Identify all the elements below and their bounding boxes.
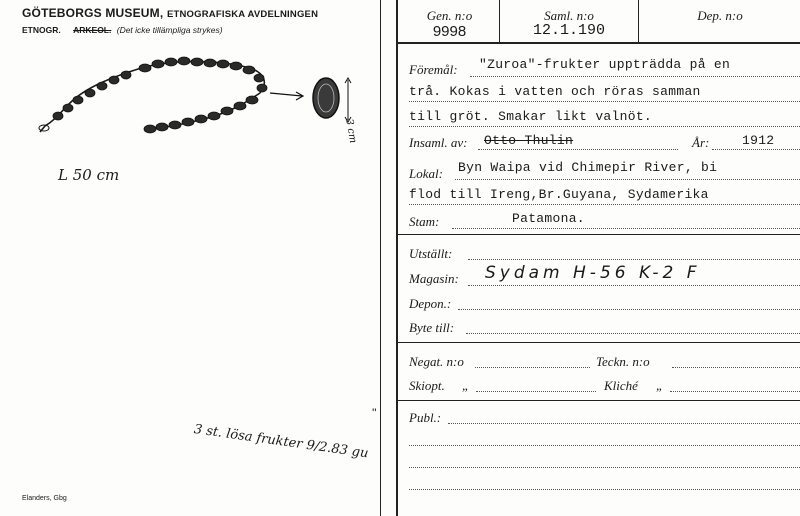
skiopt-ditto: „ bbox=[462, 378, 470, 393]
saml-value: 12.1.190 bbox=[532, 22, 605, 39]
foremal-dots-1 bbox=[470, 76, 800, 77]
kliche-ditto: „ bbox=[656, 378, 664, 393]
category-line bbox=[22, 25, 223, 35]
teckn-dots bbox=[672, 367, 800, 368]
strike-note: (Det icke tillämpliga strykes) bbox=[116, 25, 223, 35]
dep-label: Dep. n:o bbox=[697, 8, 743, 23]
ar-label: År: bbox=[692, 135, 710, 150]
loose-fruit-note: 3 st. lösa frukter 9/2.83 gu bbox=[192, 422, 370, 462]
insaml-label: Insaml. av: bbox=[409, 135, 468, 150]
header-bottom-line bbox=[397, 42, 800, 44]
stam-value: Patamona. bbox=[512, 211, 585, 226]
kliche-dots bbox=[670, 391, 800, 392]
ar-dots bbox=[712, 149, 800, 150]
foremal-line-1: "Zuroa"-frukter uppträdda på en bbox=[479, 57, 731, 72]
publ-dots-4 bbox=[409, 489, 800, 490]
negat-dots bbox=[475, 367, 590, 368]
foremal-dots-3 bbox=[409, 126, 800, 127]
lokal-dots-1 bbox=[455, 179, 800, 180]
lokal-dots-2 bbox=[409, 204, 800, 205]
insaml-value: Otto Thulin bbox=[484, 133, 574, 148]
publ-dots-1 bbox=[448, 423, 800, 424]
magasin-value: Sydam H-56 K-2 F bbox=[485, 263, 701, 283]
card-left-border bbox=[396, 0, 398, 516]
string-length-label: L 50 cm bbox=[58, 166, 120, 184]
utstallt-label: Utställt: bbox=[409, 246, 453, 261]
section-divider-3 bbox=[397, 400, 800, 401]
insaml-dots bbox=[478, 149, 678, 150]
lokal-line-2: flod till Ireng,Br.Guyana, Sydamerika bbox=[409, 187, 709, 202]
saml-label: Saml. n:o bbox=[544, 8, 594, 23]
foremal-line-2: trå. Kokas i vatten och röras samman bbox=[409, 84, 701, 99]
fruit-string-sketch bbox=[30, 48, 370, 158]
foremal-line-3: till gröt. Smakar likt valnöt. bbox=[409, 109, 653, 124]
museum-title bbox=[22, 6, 318, 20]
gen-value: 9998 bbox=[432, 23, 467, 40]
publ-dots-2 bbox=[409, 445, 800, 446]
magasin-label: Magasin: bbox=[409, 271, 459, 286]
depon-label: Depon.: bbox=[409, 296, 452, 311]
printer-mark: Elanders, Gbg bbox=[22, 495, 67, 502]
depon-dots bbox=[458, 309, 800, 310]
kliche-label: Kliché bbox=[604, 378, 638, 393]
byte-dots bbox=[466, 333, 800, 334]
skiopt-dots bbox=[476, 391, 596, 392]
section-divider-1 bbox=[397, 234, 800, 235]
museum-department: ETNOGRAFISKA AVDELNINGEN bbox=[166, 9, 319, 20]
tick-mark: '' bbox=[372, 406, 377, 420]
stam-dots bbox=[452, 228, 800, 229]
ar-value: 1912 bbox=[742, 133, 775, 148]
skiopt-label: Skiopt. bbox=[409, 378, 445, 393]
negat-label: Negat. n:o bbox=[409, 354, 464, 369]
stam-label: Stam: bbox=[409, 214, 440, 229]
foremal-dots-2 bbox=[409, 101, 800, 102]
publ-dots-3 bbox=[409, 467, 800, 468]
fold-line bbox=[380, 0, 381, 516]
magasin-dots bbox=[468, 285, 800, 286]
museum-name: GÖTEBORGS MUSEUM, bbox=[22, 6, 164, 20]
publ-label: Publ.: bbox=[409, 410, 442, 425]
utstallt-dots bbox=[468, 259, 800, 260]
byte-label: Byte till: bbox=[409, 320, 455, 335]
foremal-label: Föremål: bbox=[409, 62, 458, 77]
fruit-size-label: 3 cm bbox=[343, 118, 359, 145]
lokal-line-1: Byn Waipa vid Chimepir River, bi bbox=[458, 160, 718, 175]
section-divider-2 bbox=[397, 342, 800, 343]
category-arkeol: ARKEOL. bbox=[73, 25, 112, 35]
category-etnogr: ETNOGR. bbox=[22, 25, 61, 35]
header-divider-2 bbox=[638, 0, 639, 42]
teckn-label: Teckn. n:o bbox=[596, 354, 650, 369]
lokal-label: Lokal: bbox=[409, 166, 443, 181]
gen-label: Gen. n:o bbox=[426, 8, 473, 23]
